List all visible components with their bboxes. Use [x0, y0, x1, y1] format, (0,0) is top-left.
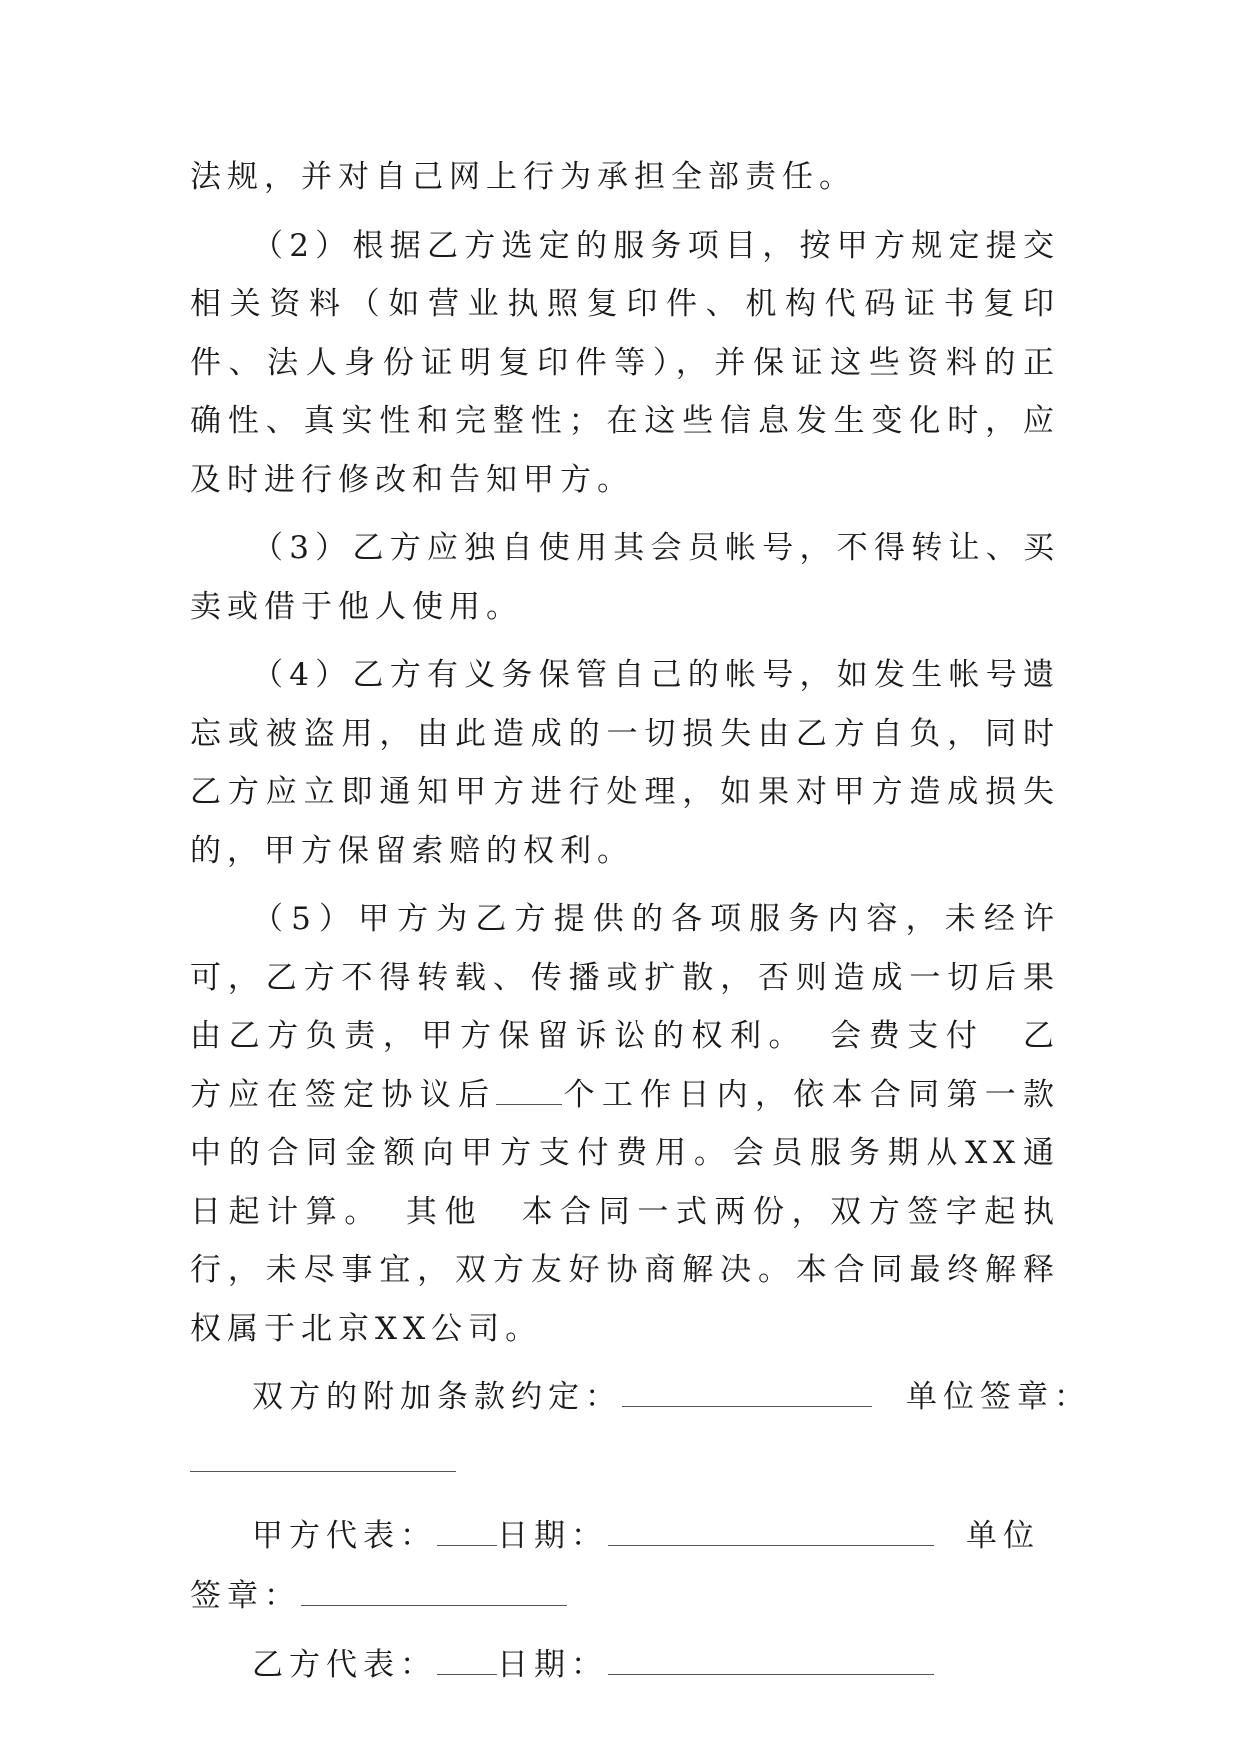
party-a-date-blank: [608, 1521, 934, 1546]
paragraph-clause-4: （4）乙方有义务保管自己的帐号，如发生帐号遗忘或被盗用，由此造成的一切损失由乙方自负，同时乙方应立即通知甲方进行处理，如果对甲方造成损失的，甲方保留索赔的权利。: [190, 657, 1060, 869]
clause-5-text-part1: （5）甲方为乙方提供的各项服务内容，未经许可，乙方不得转载、传播或扩散，否则造成一切后果由乙方负责，甲方保留诉讼的权利。 会费支付 乙方应在签定协议后: [190, 901, 1060, 1113]
party-a-rep-blank: [437, 1521, 497, 1546]
party-a-date-label: 日期：: [497, 1517, 608, 1554]
paragraph-liability: 法规，并对自己网上行为承担全部责任。: [190, 159, 856, 195]
party-a-seal-blank: [301, 1581, 567, 1606]
party-b-date-label: 日期：: [497, 1646, 608, 1683]
paragraph-clause-5: [190, 890, 1060, 1358]
unit-seal-label: 单位签章：: [906, 1379, 1091, 1415]
unit-seal-blank: [190, 1447, 456, 1472]
paragraph-clause-3: （3）乙方应独自使用其会员帐号，不得转让、买卖或借于他人使用。: [190, 530, 1060, 625]
paragraph-clause-2: （2）根据乙方选定的服务项目，按甲方规定提交相关资料（如营业执照复印件、机构代码证书复印件、法人身份证明复印件等），并保证这些资料的正确性、真实性和完整性；在这些信息发生变化时，应及时进行修改和告知甲方。: [190, 227, 1060, 498]
party-b-line: [190, 1636, 1060, 1695]
clause-5-text-part2: 个工作日内，依本合同第一款中的合同金额向甲方支付费用。会员服务期从XX通日起计算。 其他 本合同一式两份，双方签字起执行，未尽事宜，双方友好协商解决。本合同最终解释权属于北京XX公司。: [190, 1076, 1061, 1347]
working-days-blank: [496, 1080, 562, 1105]
party-a-rep-label: 甲方代表：: [252, 1517, 437, 1554]
unit-seal-blank-row: [190, 1437, 1060, 1495]
additional-terms-blank: [622, 1382, 872, 1407]
document-body: [190, 148, 1091, 1704]
party-b-rep-blank: [437, 1650, 497, 1675]
party-a-seal-line: [190, 1567, 1060, 1626]
party-b-rep-label: 乙方代表：: [252, 1646, 437, 1683]
unit-label: 单位: [966, 1517, 1040, 1554]
party-a-line: [190, 1507, 1060, 1566]
additional-terms-label: 双方的附加条款约定：: [252, 1379, 622, 1415]
additional-terms-line: [190, 1368, 1091, 1427]
seal-label: 签章：: [190, 1578, 301, 1614]
party-b-date-blank: [608, 1650, 934, 1675]
